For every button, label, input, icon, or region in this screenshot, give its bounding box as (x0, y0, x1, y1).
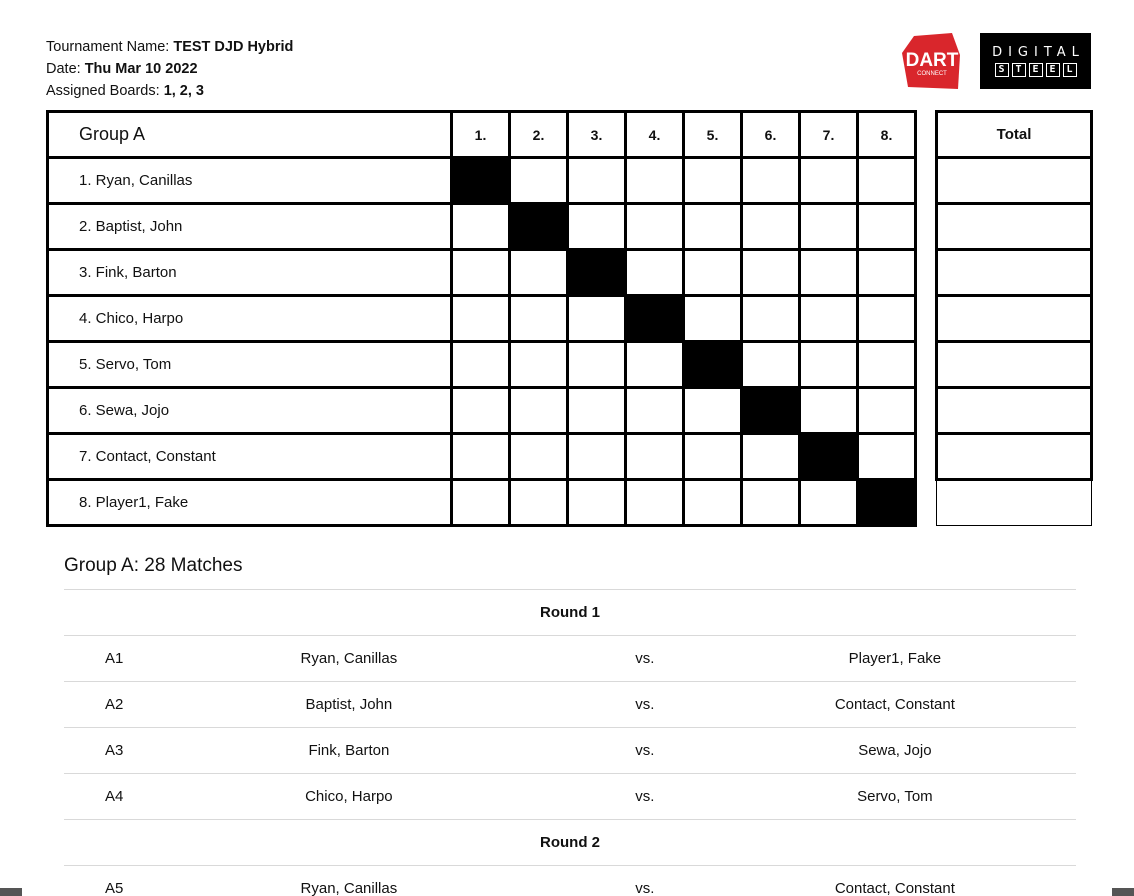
score-cell[interactable] (684, 158, 742, 204)
match-id: A4 (105, 788, 124, 805)
score-cell[interactable] (626, 388, 684, 434)
match-row (64, 865, 1076, 896)
score-cell[interactable] (858, 434, 916, 480)
self-match-cell (626, 296, 684, 342)
score-cell[interactable] (742, 204, 800, 250)
column-header: 7. (800, 112, 858, 158)
self-match-cell (800, 434, 858, 480)
steel-letter-box: E (1029, 63, 1043, 77)
versus-label: vs. (635, 788, 655, 805)
score-cell[interactable] (684, 296, 742, 342)
date-label: Date: (46, 61, 85, 77)
player-row (48, 296, 916, 342)
score-cell[interactable] (858, 204, 916, 250)
score-cell[interactable] (684, 204, 742, 250)
player-two: Contact, Constant (834, 696, 955, 713)
score-cell[interactable] (452, 342, 510, 388)
total-cell[interactable] (937, 388, 1092, 434)
score-cell[interactable] (510, 480, 568, 526)
player-row (48, 342, 916, 388)
score-cell[interactable] (684, 250, 742, 296)
date-value: Thu Mar 10 2022 (84, 61, 198, 77)
tournament-name-row (46, 36, 293, 58)
self-match-cell (858, 480, 916, 526)
player-name: 5. Servo, Tom (48, 342, 452, 388)
player-name: 1. Ryan, Canillas (48, 158, 452, 204)
matches-title: Group A: 28 Matches (64, 555, 243, 576)
player-name: 8. Player1, Fake (48, 480, 452, 526)
steel-letter-box: E (1046, 63, 1060, 77)
score-cell[interactable] (452, 434, 510, 480)
total-cell[interactable] (937, 342, 1092, 388)
player-row (48, 204, 916, 250)
player-one: Ryan, Canillas (300, 880, 398, 896)
player-name: 7. Contact, Constant (48, 434, 452, 480)
column-header: 4. (626, 112, 684, 158)
self-match-cell (568, 250, 626, 296)
tournament-info (46, 36, 293, 102)
steel-letter-box: L (1063, 63, 1077, 77)
match-row (64, 635, 1076, 681)
column-header: 3. (568, 112, 626, 158)
score-cell[interactable] (742, 296, 800, 342)
score-cell[interactable] (452, 204, 510, 250)
player-one: Fink, Barton (308, 742, 390, 759)
score-cell[interactable] (800, 342, 858, 388)
score-cell[interactable] (742, 480, 800, 526)
player-one: Ryan, Canillas (300, 650, 398, 667)
self-match-cell (452, 158, 510, 204)
score-cell[interactable] (800, 388, 858, 434)
total-cell[interactable] (937, 434, 1092, 480)
score-cell[interactable] (800, 480, 858, 526)
match-id: A3 (105, 742, 124, 759)
self-match-cell (510, 204, 568, 250)
score-cell[interactable] (800, 250, 858, 296)
column-header: 5. (684, 112, 742, 158)
score-cell[interactable] (568, 434, 626, 480)
round-header: Round 2 (64, 819, 1076, 865)
match-row (64, 727, 1076, 773)
total-cell[interactable] (937, 158, 1092, 204)
player-one: Chico, Harpo (305, 788, 393, 805)
player-name: 4. Chico, Harpo (48, 296, 452, 342)
score-cell[interactable] (800, 158, 858, 204)
score-cell[interactable] (510, 388, 568, 434)
score-cell[interactable] (452, 480, 510, 526)
player-two: Servo, Tom (857, 788, 933, 805)
total-cell[interactable] (937, 296, 1092, 342)
score-cell[interactable] (742, 342, 800, 388)
total-header: Total (937, 112, 1092, 158)
self-match-cell (684, 342, 742, 388)
score-cell[interactable] (568, 480, 626, 526)
score-cell[interactable] (510, 158, 568, 204)
versus-label: vs. (635, 742, 655, 759)
score-cell[interactable] (452, 296, 510, 342)
match-id: A5 (105, 880, 124, 896)
round-robin-grid (46, 110, 917, 527)
player-two: Contact, Constant (834, 880, 955, 896)
player-name: 3. Fink, Barton (48, 250, 452, 296)
score-cell[interactable] (568, 388, 626, 434)
player-row (48, 158, 916, 204)
score-cell[interactable] (568, 296, 626, 342)
score-cell[interactable] (626, 158, 684, 204)
score-cell[interactable] (858, 250, 916, 296)
assigned-boards-value: 1, 2, 3 (163, 83, 204, 99)
tournament-name-label: Tournament Name: (46, 39, 174, 55)
score-cell[interactable] (626, 434, 684, 480)
score-cell[interactable] (626, 250, 684, 296)
score-cell[interactable] (568, 342, 626, 388)
self-match-cell (742, 388, 800, 434)
column-header: 2. (510, 112, 568, 158)
player-row (48, 388, 916, 434)
assigned-boards-label: Assigned Boards: (46, 83, 164, 99)
player-row (48, 250, 916, 296)
score-cell[interactable] (742, 158, 800, 204)
score-cell[interactable] (510, 342, 568, 388)
column-header: 8. (858, 112, 916, 158)
score-cell[interactable] (684, 388, 742, 434)
match-row (64, 773, 1076, 819)
player-row (48, 480, 916, 526)
score-cell[interactable] (858, 296, 916, 342)
total-column (935, 110, 1093, 526)
versus-label: vs. (635, 880, 655, 896)
steel-letter-box: S (995, 63, 1009, 77)
score-cell[interactable] (858, 342, 916, 388)
match-list (64, 589, 1076, 896)
assigned-boards-row (46, 80, 293, 102)
score-cell[interactable] (626, 480, 684, 526)
score-cell[interactable] (568, 204, 626, 250)
match-id: A1 (105, 650, 124, 667)
digital-steel-logo (980, 33, 1091, 89)
versus-label: vs. (635, 696, 655, 713)
score-cell[interactable] (858, 388, 916, 434)
round-header: Round 1 (64, 589, 1076, 635)
player-two: Sewa, Jojo (858, 742, 932, 759)
total-cell[interactable] (937, 204, 1092, 250)
date-row (46, 58, 293, 80)
player-two: Player1, Fake (848, 650, 942, 667)
score-cell[interactable] (626, 342, 684, 388)
match-row (64, 681, 1076, 727)
scroll-indicator-left (0, 888, 22, 896)
tournament-name-value: TEST DJD Hybrid (173, 39, 294, 55)
dartconnect-logo (902, 33, 960, 89)
dartconnect-logo-text: DART (905, 50, 959, 71)
scroll-indicator-right (1112, 888, 1134, 896)
score-cell[interactable] (626, 204, 684, 250)
score-cell[interactable] (510, 250, 568, 296)
score-cell[interactable] (858, 158, 916, 204)
steel-letter-box: T (1012, 63, 1026, 77)
player-row (48, 434, 916, 480)
player-name: 2. Baptist, John (48, 204, 452, 250)
column-header: 6. (742, 112, 800, 158)
score-cell[interactable] (684, 434, 742, 480)
score-cell[interactable] (684, 480, 742, 526)
match-id: A2 (105, 696, 124, 713)
score-cell[interactable] (742, 250, 800, 296)
score-cell[interactable] (742, 434, 800, 480)
versus-label: vs. (635, 650, 655, 667)
column-header: 1. (452, 112, 510, 158)
score-cell[interactable] (800, 296, 858, 342)
total-cell[interactable] (937, 250, 1092, 296)
score-cell[interactable] (452, 250, 510, 296)
digital-steel-letter-boxes (995, 63, 1077, 77)
score-cell[interactable] (510, 296, 568, 342)
dartconnect-logo-subtext: CONNECT (917, 71, 947, 77)
player-name: 6. Sewa, Jojo (48, 388, 452, 434)
score-cell[interactable] (568, 158, 626, 204)
total-cell[interactable] (937, 480, 1092, 526)
digital-steel-logo-text: DIGITAL (992, 45, 1085, 60)
group-title: Group A (48, 112, 452, 158)
score-cell[interactable] (510, 434, 568, 480)
score-cell[interactable] (800, 204, 858, 250)
score-cell[interactable] (452, 388, 510, 434)
player-one: Baptist, John (305, 696, 393, 713)
